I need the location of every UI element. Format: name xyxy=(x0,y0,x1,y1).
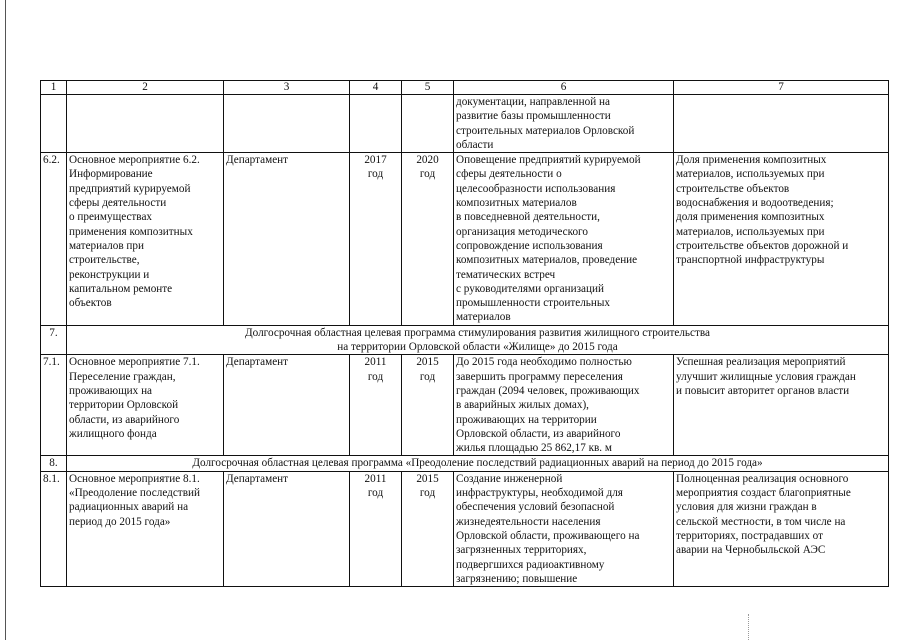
table-row xyxy=(41,471,889,586)
row-number: 7.1. xyxy=(41,355,67,456)
column-header: 6 xyxy=(454,81,674,95)
column-header: 7 xyxy=(674,81,889,95)
table-body xyxy=(41,81,889,587)
section-header-row xyxy=(41,325,889,355)
indicator-link xyxy=(674,95,889,153)
activity-name xyxy=(67,95,224,153)
row-number: 8.1. xyxy=(41,471,67,586)
end-year xyxy=(402,95,454,153)
section-number: 7. xyxy=(41,325,67,355)
activity-name: Основное мероприятие 8.1. «Преодоление последствий радиационных аварий на период до 2015 года» xyxy=(67,471,224,586)
expected-result: Создание инженерной инфраструктуры, необходимой для обеспечения условий безопасной жизнедеятельности населения Орловской области, проживающего на загрязненных территориях, подвергшихся радиоактивному загрязнению; повышение xyxy=(454,471,674,586)
activity-name: Основное мероприятие 6.2. Информирование предприятий курируемой сферы деятельности о преимуществах применения композитных материалов при строительстве, реконструкции и капитальном ремонте объектов xyxy=(67,153,224,326)
start-year: 2011 год xyxy=(350,355,402,456)
column-header: 1 xyxy=(41,81,67,95)
indicator-link: Успешная реализация мероприятий улучшит жилищные условия граждан и повысит авторитет органов власти xyxy=(674,355,889,456)
executor-cell: Департамент xyxy=(224,471,350,586)
column-number-header-row xyxy=(41,81,889,95)
expected-result: Оповещение предприятий курируемой сферы деятельности о целесообразности использования композитных материалов в повседневной деятельности, организация методического сопровождение использования композитных материалов, проведение тематических встреч с руководителями организаций промышленности строительных материалов xyxy=(454,153,674,326)
indicator-link: Доля применения композитных материалов, используемых при строительстве объектов водоснабжения и водоотведения; доля применения композитных материалов, используемых при строительстве объектов дорожной и транспортной инфраструктуры xyxy=(674,153,889,326)
section-header-row xyxy=(41,456,889,471)
table-row xyxy=(41,355,889,456)
row-number: 6.2. xyxy=(41,153,67,326)
start-year xyxy=(350,95,402,153)
column-header: 3 xyxy=(224,81,350,95)
row-number xyxy=(41,95,67,153)
table-row xyxy=(41,95,889,153)
expected-result: документации, направленной на развитие базы промышленности строительных материалов Орловской области xyxy=(454,95,674,153)
indicator-link: Полноценная реализация основного мероприятия создаст благоприятные условия для жизни граждан в сельской местности, в том числе на территориях, пострадавших от аварии на Чернобыльской АЭС xyxy=(674,471,889,586)
end-year: 2020 год xyxy=(402,153,454,326)
executor-cell xyxy=(224,95,350,153)
end-year: 2015 год xyxy=(402,471,454,586)
end-year: 2015 год xyxy=(402,355,454,456)
executor-cell: Департамент xyxy=(224,355,350,456)
section-title: Долгосрочная областная целевая программа «Преодоление последствий радиационных аварий на период до 2015 года» xyxy=(67,456,889,471)
start-year: 2011 год xyxy=(350,471,402,586)
section-title: Долгосрочная областная целевая программа стимулирования развития жилищного строительства на территории Орловской области «Жилище» до 2015 года xyxy=(67,325,889,355)
executor-cell: Департамент xyxy=(224,153,350,326)
column-header: 4 xyxy=(350,81,402,95)
table-row xyxy=(41,153,889,326)
start-year: 2017 год xyxy=(350,153,402,326)
section-number: 8. xyxy=(41,456,67,471)
column-header: 5 xyxy=(402,81,454,95)
program-activities-table xyxy=(40,80,889,587)
column-header: 2 xyxy=(67,81,224,95)
scan-artifact xyxy=(748,614,750,640)
expected-result: До 2015 года необходимо полностью завершить программу переселения граждан (2094 человек, проживающих в аварийных жилых домах), проживающих на территории Орловской области, из аварийного жилья площадью 25 862,17 кв. м xyxy=(454,355,674,456)
activity-name: Основное мероприятие 7.1. Переселение граждан, проживающих на территории Орловской области, из аварийного жилищного фонда xyxy=(67,355,224,456)
scan-edge-line xyxy=(5,0,6,640)
